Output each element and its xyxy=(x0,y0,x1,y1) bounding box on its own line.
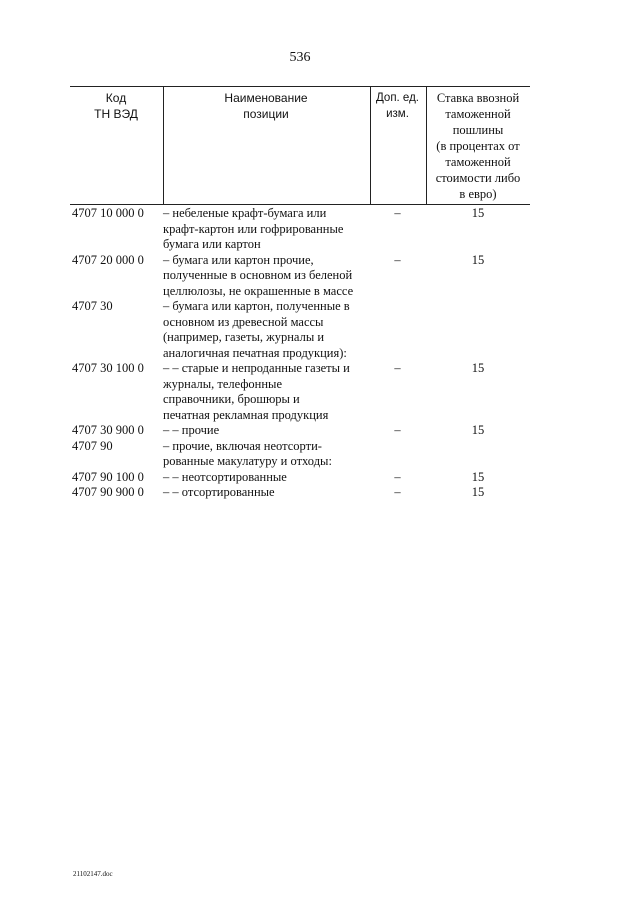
table-row xyxy=(70,361,530,423)
header-name: Наименование позиции xyxy=(224,91,308,121)
row-rate: 15 xyxy=(471,485,485,499)
header-bottom-rule xyxy=(70,204,530,205)
table-row xyxy=(70,439,530,470)
row-unit: – xyxy=(394,252,401,267)
row-code: 4707 30 100 0 xyxy=(72,361,144,375)
row-name: – – старые и непроданные газеты и журналы, телефонные справочники, брошюры и печатная рекламная продукция xyxy=(163,361,350,422)
table-row xyxy=(70,485,530,501)
table-top-rule xyxy=(70,86,530,87)
row-name: – прочие, включая неотсорти- рованные макулатуру и отходы: xyxy=(163,438,332,468)
row-rate: 15 xyxy=(471,469,485,484)
file-name-footer: 21102147.doc xyxy=(73,870,113,878)
row-unit: – xyxy=(394,361,401,375)
row-code: 4707 90 100 0 xyxy=(72,469,144,484)
table-row xyxy=(70,423,530,439)
row-rate: 15 xyxy=(471,361,485,375)
table-body xyxy=(70,206,530,501)
row-unit: – xyxy=(394,469,401,484)
row-rate: 15 xyxy=(471,423,485,437)
row-code: 4707 30 xyxy=(72,299,113,313)
table-row xyxy=(70,299,530,361)
row-code: 4707 90 900 0 xyxy=(72,485,144,499)
row-unit: – xyxy=(394,423,401,437)
header-rate: Ставка ввозной таможенной пошлины (в процентах от таможенной стоимости либо в евро) xyxy=(435,91,521,201)
row-code: 4707 90 xyxy=(72,438,113,453)
row-rate: 15 xyxy=(471,252,485,267)
table-row xyxy=(70,253,530,300)
row-name: – – отсортированные xyxy=(163,485,275,499)
row-name: – – прочие xyxy=(163,423,220,437)
row-unit: – xyxy=(394,206,401,220)
row-code: 4707 10 000 0 xyxy=(72,206,144,220)
row-name: – бумага или картон, полученные в основном из древесной массы (например, газеты, журналы и аналогичная печатная продукция): xyxy=(163,299,350,360)
row-code: 4707 20 000 0 xyxy=(72,252,144,267)
page-number: 536 xyxy=(289,50,311,65)
row-name: – бумага или картон прочие, полученные в основном из беленой целлюлозы, не окрашенные в массе xyxy=(163,252,354,298)
row-name: – – неотсортированные xyxy=(163,469,287,484)
row-name: – небеленые крафт-бумага или крафт-картон или гофрированные бумага или картон xyxy=(163,206,344,251)
header-code: Код ТН ВЭД xyxy=(94,91,138,121)
row-rate: 15 xyxy=(471,206,485,220)
row-code: 4707 30 900 0 xyxy=(72,423,144,437)
table-row xyxy=(70,206,530,253)
header-unit: Доп. ед. изм. xyxy=(376,92,419,120)
row-unit: – xyxy=(394,485,401,499)
table-row xyxy=(70,470,530,486)
